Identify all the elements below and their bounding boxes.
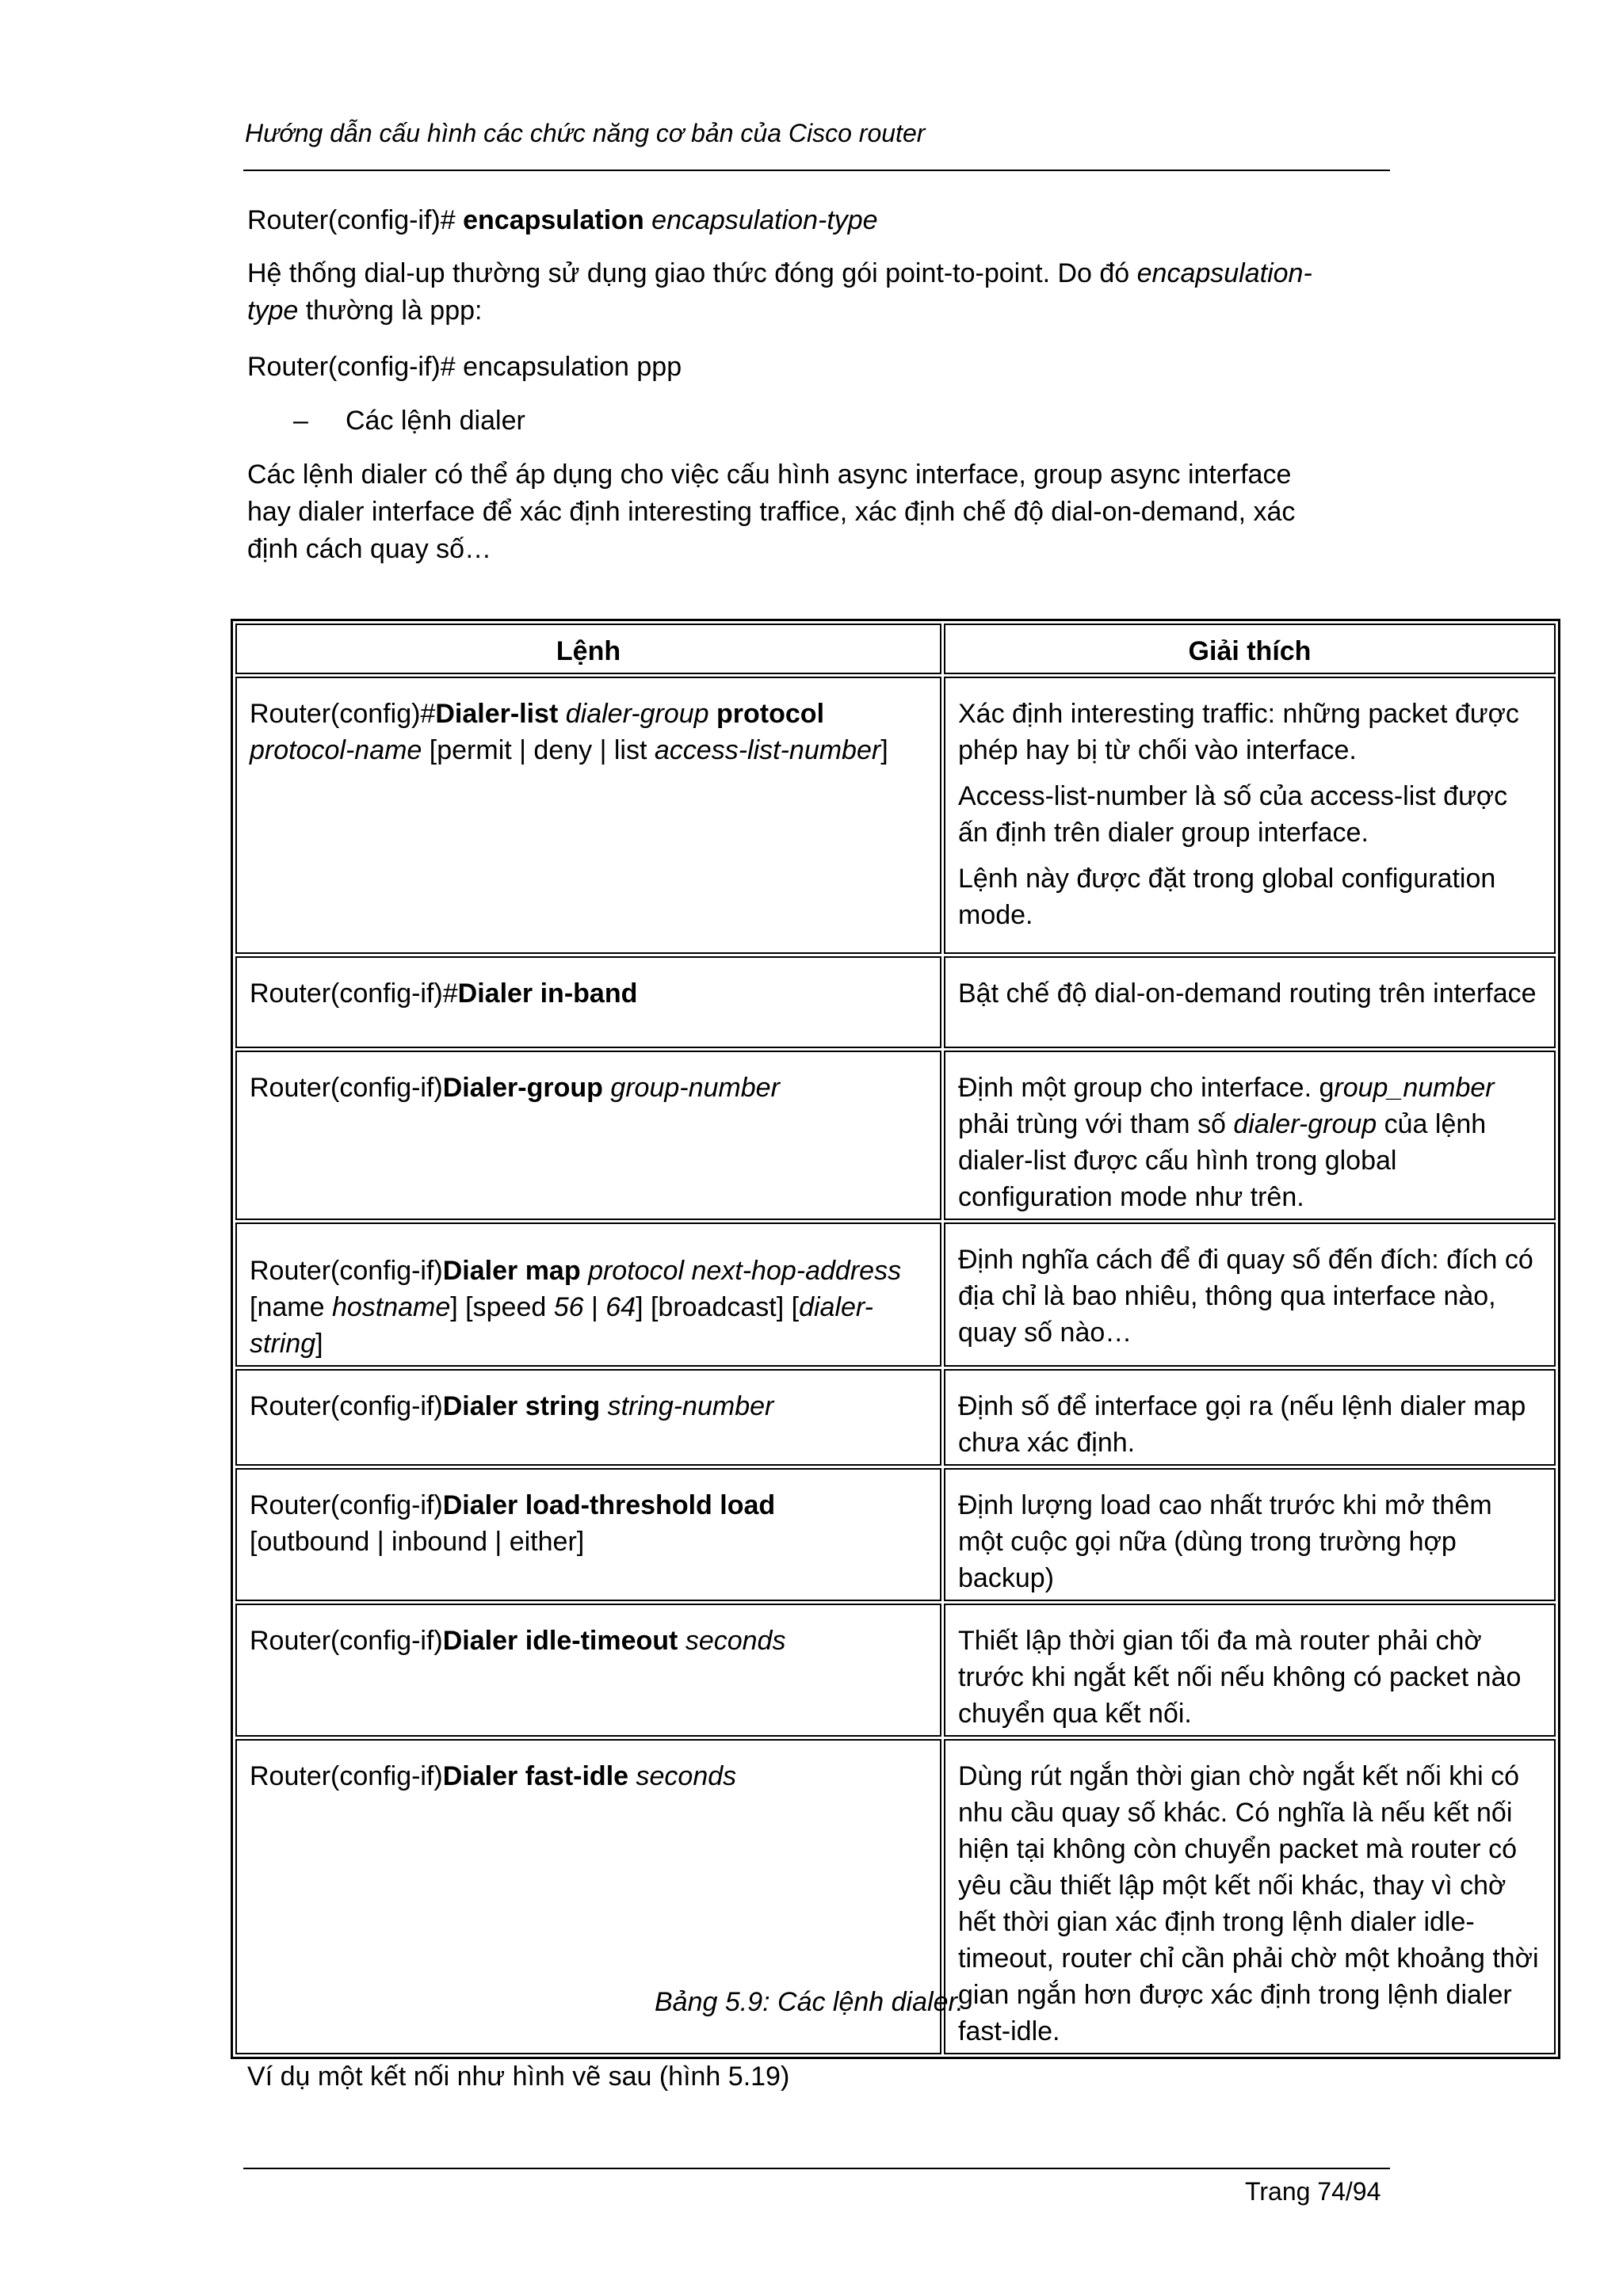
- italic-run: type: [247, 296, 299, 326]
- explanation-paragraph: Định nghĩa cách để đi quay số đến đích: đích có địa chỉ là bao nhiêu, thông qua interface nào, quay số nào…: [958, 1245, 1533, 1348]
- text-run: Router(config-if): [250, 1391, 443, 1421]
- text-run: [628, 1761, 636, 1791]
- paragraph-dialer-intro: [247, 456, 1388, 568]
- bullet-dialer-commands: [293, 402, 1434, 440]
- italic-run: protocol-name: [250, 735, 422, 765]
- header-command: Lệnh: [235, 624, 941, 674]
- text-run: ]: [315, 1329, 323, 1359]
- italic-run: access-list-number: [654, 735, 881, 765]
- text-run: của lệnh dialer-list được cấu hình trong global configuration mode như trên.: [958, 1109, 1487, 1212]
- text-run: [name: [250, 1292, 332, 1322]
- table-row: [235, 1604, 1556, 1737]
- table-caption: Bảng 5.9: Các lệnh dialer.: [655, 1987, 964, 2017]
- bold-run: Dialer-group: [442, 1073, 603, 1103]
- dash-bullet: –: [293, 406, 308, 436]
- explanation-cell: [944, 1051, 1556, 1220]
- text-run: Router(config-if): [250, 1490, 443, 1520]
- explanation-paragraph: Định lượng load cao nhất trước khi mở thêm một cuộc gọi nữa (dùng trong trường hợp backup): [958, 1490, 1492, 1593]
- cmd-prefix: Router(config-if)#: [247, 205, 464, 235]
- bold-run: Dialer idle-timeout: [442, 1626, 678, 1656]
- bold-run: Dialer in-band: [457, 978, 638, 1009]
- italic-run: seconds: [636, 1761, 737, 1791]
- table-row: [235, 677, 1556, 954]
- text-run: [709, 699, 716, 729]
- text-run: Router(config-if): [250, 1761, 443, 1791]
- text-run: ] [speed: [450, 1292, 554, 1322]
- paragraph-encapsulation-ppp: Router(config-if)# encapsulation ppp: [247, 352, 682, 382]
- cmd-keyword: encapsulation: [463, 205, 644, 235]
- text-line: định cách quay số…: [247, 534, 492, 564]
- header-rule: [243, 170, 1390, 171]
- bold-run: protocol: [716, 699, 825, 729]
- text-run: Router(config-if): [250, 1256, 443, 1286]
- italic-run: 64: [605, 1292, 636, 1322]
- command-cell: [235, 956, 941, 1048]
- bold-run: Dialer fast-idle: [442, 1761, 629, 1791]
- explanation-cell: [944, 1222, 1556, 1367]
- italic-run: seconds: [685, 1626, 786, 1656]
- bold-run: Dialer map: [442, 1256, 581, 1286]
- explanation-paragraph: Bật chế độ dial-on-demand routing trên interface: [958, 978, 1537, 1009]
- italic-run: encapsulation-: [1136, 258, 1312, 288]
- table-row: [235, 1369, 1556, 1466]
- paragraph-dialup-description: [247, 255, 1388, 330]
- command-cell: [235, 1051, 941, 1220]
- text-run: [581, 1256, 588, 1286]
- explanation-cell: [944, 1604, 1556, 1737]
- italic-run: dialer-group: [565, 699, 709, 729]
- explanation-paragraph: Thiết lập thời gian tối đa mà router phải chờ trước khi ngắt kết nối nếu không có packet nào chuyển qua kết nối.: [958, 1626, 1522, 1729]
- command-cell: [235, 1604, 941, 1737]
- text-run: [558, 699, 565, 729]
- dialer-commands-table: [231, 619, 1560, 2059]
- text-run: Router(config-if): [250, 1626, 443, 1656]
- text-run: phải trùng với tham số: [958, 1109, 1234, 1139]
- text-run: ] [broadcast] [: [636, 1292, 800, 1322]
- text-run: Router(config-if)#: [250, 978, 458, 1009]
- explanation-paragraph: Dùng rút ngắn thời gian chờ ngắt kết nối khi có nhu cầu quay số khác. Có nghĩa là nếu kết nối hiện tại không còn chuyển packet mà router có yêu cầu thiết lập một kết nối khác, thay vì chờ hết thời gian xác định trong lệnh dialer idle-timeout, router chỉ cần phải chờ một khoảng thời gian ngắn hơn được xác định trong lệnh dialer fast-idle.: [958, 1761, 1539, 2046]
- italic-run: dialer-group: [1233, 1109, 1377, 1139]
- table-row: [235, 956, 1556, 1048]
- text-run: [outbound | inbound | either]: [250, 1527, 585, 1557]
- explanation-paragraph: Lệnh này được đặt trong global configuration mode.: [958, 864, 1496, 930]
- cmd-argument: encapsulation-type: [651, 205, 878, 235]
- text-run: Định một group cho interface. g: [958, 1073, 1335, 1103]
- italic-run: 56: [553, 1292, 584, 1322]
- explanation-paragraph: [958, 1070, 1541, 1215]
- table-header-row: [235, 624, 1556, 674]
- command-cell: [235, 677, 941, 954]
- explanation-cell: [944, 1369, 1556, 1466]
- bullet-text: Các lệnh dialer: [346, 406, 525, 436]
- italic-run: hostname: [331, 1292, 451, 1322]
- text-run: [permit | deny | list: [422, 735, 655, 765]
- explanation-paragraph: Định số để interface gọi ra (nếu lệnh dialer map chưa xác định.: [958, 1391, 1526, 1458]
- explanation-paragraph: Access-list-number là số của access-list được ấn định trên dialer group interface.: [958, 781, 1508, 848]
- text-run: thường là ppp:: [298, 296, 483, 326]
- text-run: Hệ thống dial-up thường sử dụng giao thức đóng gói point-to-point. Do đó: [247, 258, 1137, 288]
- italic-run: dialer-string: [250, 1292, 873, 1359]
- paragraph-example: Ví dụ một kết nối như hình vẽ sau (hình 5.19): [247, 2061, 790, 2092]
- table-row: [235, 1222, 1556, 1367]
- header-title: Hướng dẫn cấu hình các chức năng cơ bản của Cisco router: [245, 119, 926, 147]
- explanation-cell: [944, 677, 1556, 954]
- command-cell: [235, 1222, 941, 1367]
- text-line: Các lệnh dialer có thể áp dụng cho việc cấu hình async interface, group async interface: [247, 460, 1292, 490]
- text-run: Router(config)#: [250, 699, 436, 729]
- text-line: hay dialer interface để xác định interesting traffice, xác định chế độ dial-on-demand, xác: [247, 497, 1296, 527]
- explanation-cell: [944, 1739, 1556, 2054]
- table-row: [235, 1468, 1556, 1601]
- text-run: ]: [880, 735, 888, 765]
- italic-run: protocol next-hop-address: [588, 1256, 902, 1286]
- bold-run: Dialer-list: [435, 699, 559, 729]
- bold-run: Dialer string: [442, 1391, 601, 1421]
- bold-run: Dialer load-threshold load: [442, 1490, 776, 1520]
- table-row: [235, 1051, 1556, 1220]
- text-run: |: [583, 1292, 606, 1322]
- paragraph-encapsulation-command: [247, 202, 1388, 239]
- command-cell: [235, 1369, 941, 1466]
- text-run: [678, 1626, 685, 1656]
- explanation-cell: [944, 956, 1556, 1048]
- footer-rule: [243, 2168, 1390, 2169]
- header-explanation: Giải thích: [944, 624, 1556, 674]
- text-run: [603, 1073, 610, 1103]
- explanation-paragraph: Xác định interesting traffic: những packet được phép hay bị từ chối vào interface.: [958, 699, 1519, 765]
- text-run: [600, 1391, 607, 1421]
- italic-run: group-number: [610, 1073, 780, 1103]
- italic-run: roup_number: [1334, 1073, 1495, 1103]
- command-cell: [235, 1468, 941, 1601]
- text-run: Router(config-if): [250, 1073, 443, 1103]
- italic-run: string-number: [607, 1391, 774, 1421]
- explanation-cell: [944, 1468, 1556, 1601]
- page-number: Trang 74/94: [1245, 2177, 1381, 2206]
